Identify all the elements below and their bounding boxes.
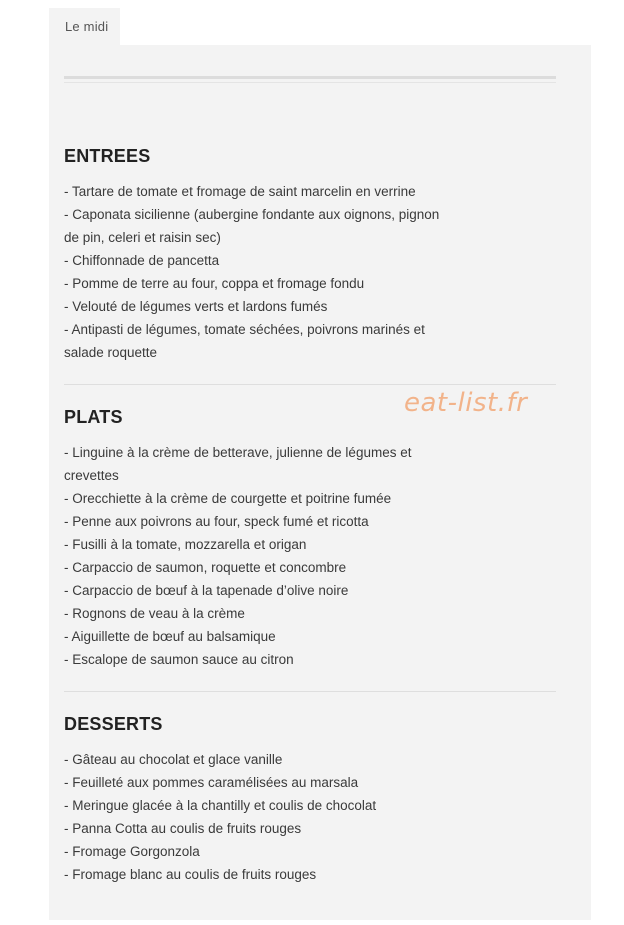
tab-le-midi[interactable]: Le midi xyxy=(49,8,120,48)
section-divider xyxy=(64,691,556,692)
menu-item: - Fromage Gorgonzola xyxy=(64,844,200,859)
section-title: PLATS xyxy=(64,407,123,427)
top-rule xyxy=(64,76,556,80)
top-rule-thin xyxy=(64,82,556,83)
menu-list xyxy=(64,441,556,671)
menu-item: - Linguine à la crème de betterave, julienne de légumes et crevettes xyxy=(64,445,412,483)
menu-list xyxy=(64,748,556,886)
menu-item: - Pomme de terre au four, coppa et fromage fondu xyxy=(64,276,365,291)
section-divider xyxy=(64,384,556,385)
menu-item: - Antipasti de légumes, tomate séchées, poivrons marinés et salade roquette xyxy=(64,322,425,360)
section-plats xyxy=(64,407,556,671)
section-title: DESSERTS xyxy=(64,714,163,734)
menu-item: - Carpaccio de bœuf à la tapenade d’olive noire xyxy=(64,583,349,598)
menu-item: - Escalope de saumon sauce au citron xyxy=(64,652,294,667)
menu-item: - Carpaccio de saumon, roquette et concombre xyxy=(64,560,347,575)
menu-item: - Fromage blanc au coulis de fruits rouges xyxy=(64,867,317,882)
section-desserts xyxy=(64,714,556,886)
menu-item: - Tartare de tomate et fromage de saint marcelin en verrine xyxy=(64,184,416,199)
menu-item: - Fusilli à la tomate, mozzarella et origan xyxy=(64,537,307,552)
menu-item: - Aiguillette de bœuf au balsamique xyxy=(64,629,276,644)
watermark-logo: eat-list.fr xyxy=(404,388,528,418)
menu-item: - Penne aux poivrons au four, speck fumé et ricotta xyxy=(64,514,369,529)
section-title: ENTREES xyxy=(64,146,151,166)
section-entrees xyxy=(64,146,556,364)
menu-item: - Feuilleté aux pommes caramélisées au marsala xyxy=(64,775,359,790)
menu-item: - Velouté de légumes verts et lardons fumés xyxy=(64,299,328,314)
menu-list xyxy=(64,180,556,364)
menu-item: - Meringue glacée à la chantilly et coulis de chocolat xyxy=(64,798,377,813)
menu-item: - Panna Cotta au coulis de fruits rouges xyxy=(64,821,302,836)
menu-item: - Orecchiette à la crème de courgette et poitrine fumée xyxy=(64,491,392,506)
menu-item: - Rognons de veau à la crème xyxy=(64,606,245,621)
menu-item: - Gâteau au chocolat et glace vanille xyxy=(64,752,283,767)
menu-item: - Chiffonnade de pancetta xyxy=(64,253,220,268)
menu-item: - Caponata sicilienne (aubergine fondante aux oignons, pignon de pin, celeri et raisin sec) xyxy=(64,207,440,245)
